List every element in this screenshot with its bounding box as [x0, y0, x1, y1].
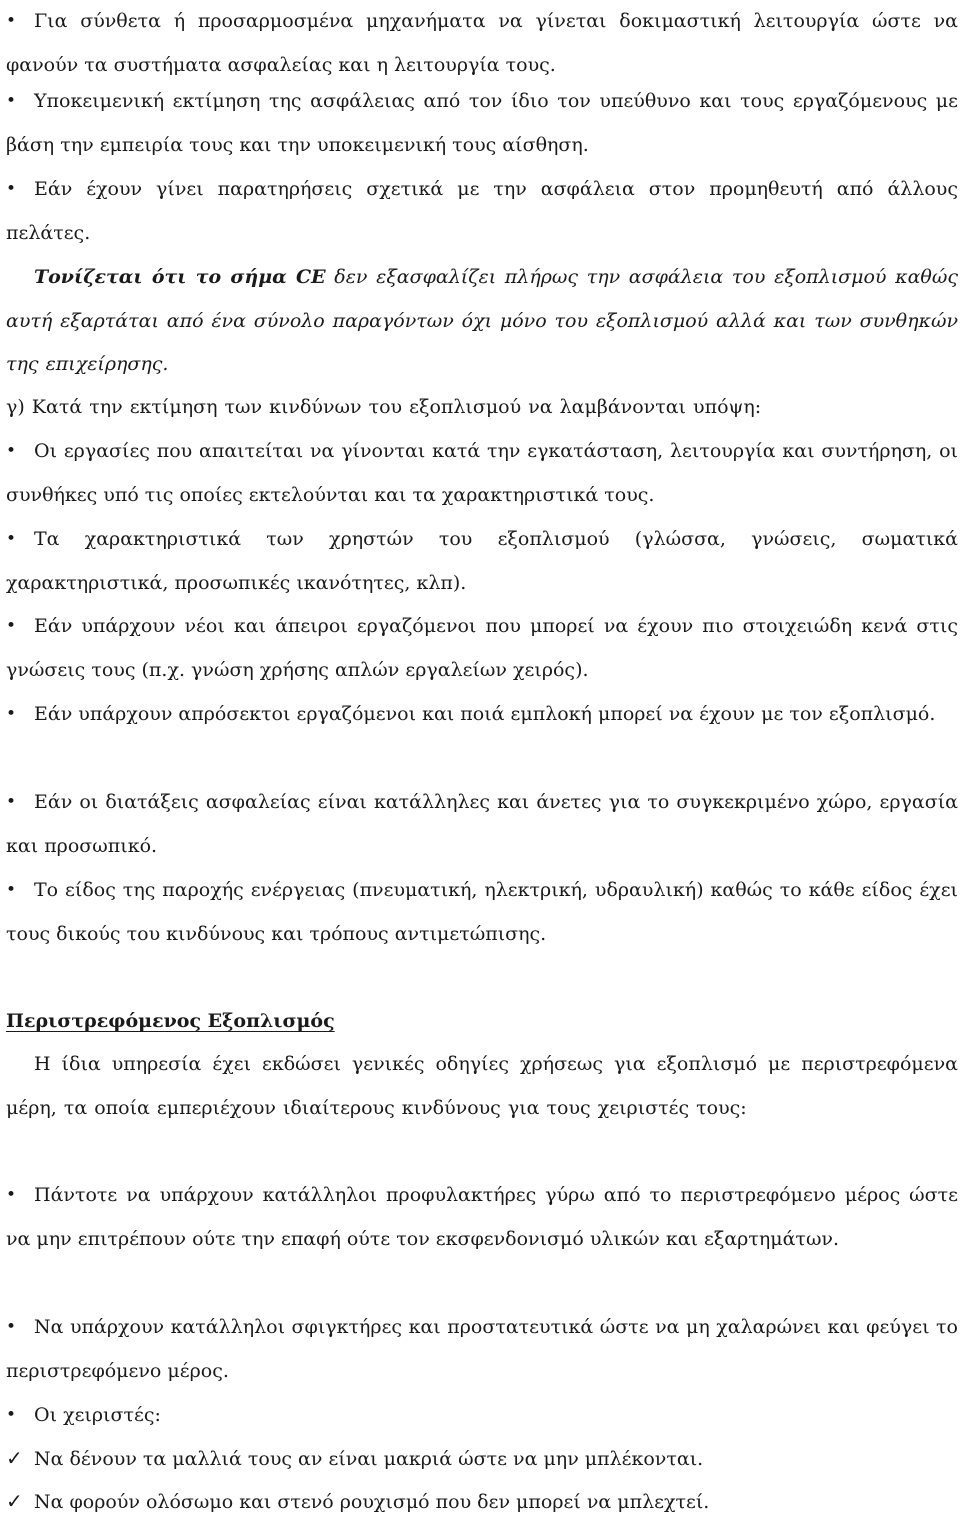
bullet-icon: • — [6, 1317, 17, 1337]
bullet-text: Το είδος της παροχής ενέργειας (πνευματική, ηλεκτρική, υδραυλική) καθώς το κάθε είδος έχει τους δικούς του κινδύνους και τρόπους αντιμετώπισης. — [6, 879, 958, 945]
checklist-text: Να φορούν ολόσωμο και στενό ρουχισμό που δεν μπορεί να μπλεχτεί. — [34, 1491, 710, 1513]
section-c-intro: γ) Κατά την εκτίμηση των κινδύνων του εξοπλισμού να λαμβάνονται υπόψη: — [6, 396, 762, 418]
bullet-text: Για σύνθετα ή προσαρμοσμένα μηχανήματα να γίνεται δοκιμαστική λειτουργία ώστε να φανούν τα συστήματα ασφαλείας και η λειτουργία τους. — [6, 10, 958, 76]
bullet-icon: • — [6, 179, 17, 199]
emphasis-bold: Τονίζεται ότι το σήμα CE — [34, 266, 326, 288]
bullet-icon: • — [6, 704, 17, 724]
bullet-text: Να υπάρχουν κατάλληλοι σφιγκτήρες και προστατευτικά ώστε να μη χαλαρώνει και φεύγει το περιστρεφόμενο μέρος. — [6, 1316, 958, 1382]
checkmark-icon: ✓ — [6, 1489, 23, 1513]
bullet-item — [6, 1306, 958, 1393]
bullet-text: Τα χαρακτηριστικά των χρηστών του εξοπλισμού (γλώσσα, γνώσεις, σωματικά χαρακτηριστικά, προσωπικές ικανότητες, κλπ). — [6, 528, 958, 594]
bullet-text: Εάν υπάρχουν νέοι και άπειροι εργαζόμενοι που μπορεί να έχουν πιο στοιχειώδη κενά στις γνώσεις τους (π.χ. γνώση χρήσης απλών εργαλείων χειρός). — [6, 615, 958, 681]
bullet-item — [6, 0, 958, 87]
bullet-icon: • — [6, 1405, 17, 1425]
bullet-item — [6, 518, 958, 605]
bullet-item — [6, 869, 958, 956]
bullet-text: Οι χειριστές: — [34, 1404, 161, 1426]
bullet-item — [6, 168, 958, 255]
rotating-intro: Η ίδια υπηρεσία έχει εκδώσει γενικές οδηγίες χρήσεως για εξοπλισμό με περιστρεφόμενα μέρη, τα οποία εμπεριέχουν ιδιαίτερους κινδύνους για τους χειριστές τους: — [6, 1053, 958, 1119]
bullet-icon: • — [6, 792, 17, 812]
bullet-icon: • — [6, 441, 17, 461]
bullet-icon: • — [6, 91, 17, 111]
bullet-text: Υποκειμενική εκτίμηση της ασφάλειας από τον ίδιο τον υπεύθυνο και τους εργαζόμενους με βάση την εμπειρία τους και την υποκειμενική τους αίσθηση. — [6, 90, 958, 156]
bullet-icon: • — [6, 1185, 17, 1205]
checklist-item — [6, 1437, 958, 1482]
bullet-icon: • — [6, 880, 17, 900]
bullet-item — [6, 605, 958, 692]
bullet-text: Πάντοτε να υπάρχουν κατάλληλοι προφυλακτήρες γύρω από το περιστρεφόμενο μέρος ώστε να μην επιτρέπουν ούτε την επαφή ούτε τον εκσφενδονισμό υλικών και εξαρτημάτων. — [6, 1184, 958, 1250]
emphasis-paragraph — [6, 256, 958, 387]
emphasis-rest: δεν εξασφαλίζει πλήρως την ασφάλεια του εξοπλισμού καθώς αυτή εξαρτάται από ένα σύνολο παραγόντων όχι μόνο του εξοπλισμού αλλά και των συνθηκών της επιχείρησης. — [6, 266, 958, 375]
bullet-item — [6, 430, 958, 517]
section-heading: Περιστρεφόμενος Εξοπλισμός — [6, 1010, 335, 1032]
bullet-text: Οι εργασίες που απαιτείται να γίνονται κατά την εγκατάσταση, λειτουργία και συντήρηση, οι συνθήκες υπό τις οποίες εκτελούνται και τα χαρακτηριστικά τους. — [6, 440, 958, 506]
bullet-item — [6, 781, 958, 868]
bullet-icon: • — [6, 11, 17, 31]
bullet-text: Εάν οι διατάξεις ασφαλείας είναι κατάλληλες και άνετες για το συγκεκριμένο χώρο, εργασία και προσωπικό. — [6, 791, 958, 857]
bullet-item — [6, 693, 958, 737]
checklist-item — [6, 1480, 958, 1525]
bullet-item — [6, 1174, 958, 1261]
checkmark-icon: ✓ — [6, 1446, 23, 1470]
checklist-text: Να δένουν τα μαλλιά τους αν είναι μακριά ώστε να μην μπλέκονται. — [34, 1448, 704, 1470]
bullet-text: Εάν υπάρχουν απρόσεκτοι εργαζόμενοι και ποιά εμπλοκή μπορεί να έχουν με τον εξοπλισμό. — [34, 703, 936, 725]
bullet-icon: • — [6, 616, 17, 636]
bullet-icon: • — [6, 529, 17, 549]
bullet-item — [6, 1394, 958, 1438]
bullet-text: Εάν έχουν γίνει παρατηρήσεις σχετικά με την ασφάλεια στον προμηθευτή από άλλους πελάτες. — [6, 178, 958, 244]
bullet-item — [6, 80, 958, 167]
